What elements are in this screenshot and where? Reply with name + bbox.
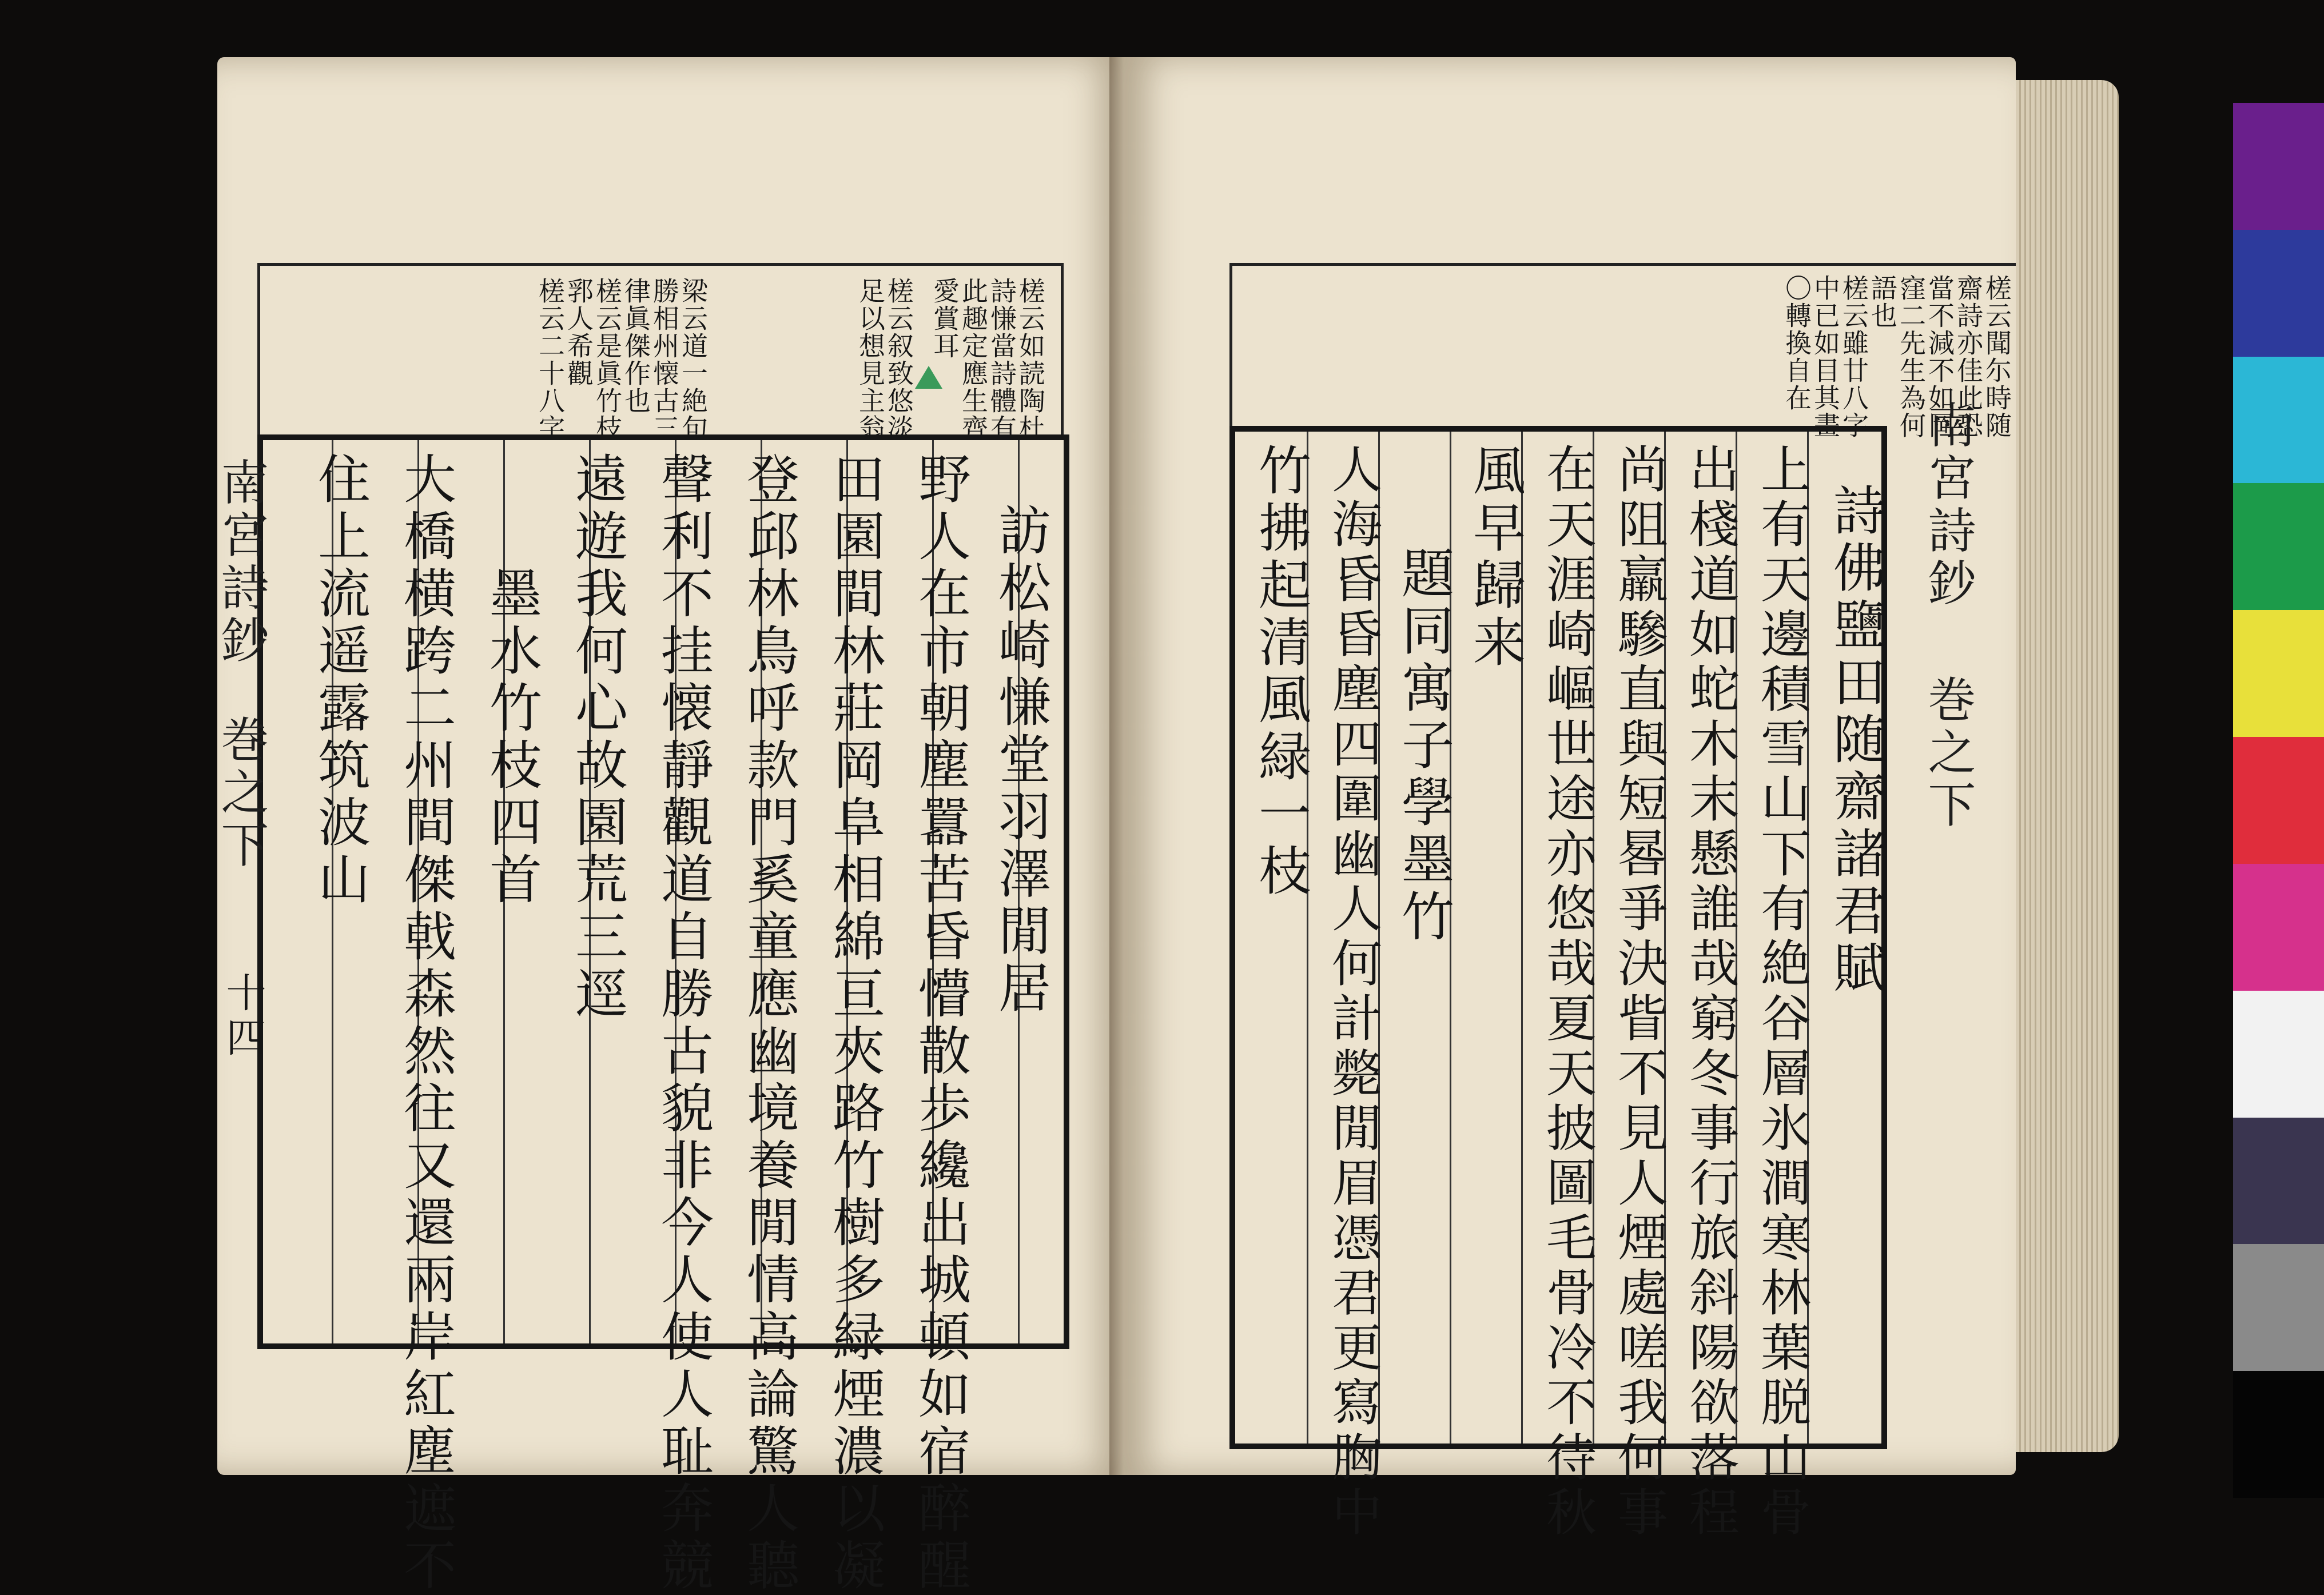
poem-title: 墨水竹枝四首 (481, 566, 542, 909)
color-patch (2233, 103, 2324, 230)
green-triangle-mark (915, 366, 942, 389)
note: 〇轉換自在 (1781, 274, 1812, 412)
color-patch (2233, 357, 2324, 484)
text-column: 出棧道如蛇木末懸誰哉窮冬事行旅斜陽欲落程 (1681, 443, 1740, 1541)
note: 此趣定應生齊 (958, 277, 989, 442)
text-column: 風早歸来 (1465, 443, 1526, 672)
note: 愛賞耳 (929, 277, 960, 360)
page-edges (2016, 80, 2119, 1452)
text-column: 住上流遥露筑波山 (309, 452, 371, 909)
right-header-notes (1229, 263, 2024, 439)
note: 槎云聞尓時随 (1981, 274, 2012, 439)
text-column: 遠遊我何心故園荒三逕 (567, 452, 628, 1023)
margin-volume: 巻之下 (213, 715, 269, 872)
color-calibration-card (2233, 103, 2324, 1498)
note: 語也 (1867, 274, 1898, 329)
color-patch (2233, 737, 2324, 864)
text-column: 聲利不挂懐靜觀道自勝古貌非今人使人耻奔競 (652, 452, 714, 1595)
text-column: 田園間林莊岡阜相綿亘夾路竹樹多緑煙濃以凝 (824, 452, 885, 1595)
note: 窪二先生為何 (1896, 274, 1927, 439)
note: 郛人希觀 (563, 277, 594, 387)
text-column: 人海昏昏塵四圍幽人何計斃閒眉憑君更寫胸中 (1324, 443, 1383, 1541)
text-column: 大橋横跨二州間傑戟森然往又還兩岸紅塵遮不 (395, 452, 456, 1595)
color-patch (2233, 483, 2324, 610)
note: 槎云雖廿八字 (1838, 274, 1869, 439)
text-column: 野人在市朝塵囂苦昏懵散歩纔出城頓如宿醉醒 (910, 452, 971, 1595)
right-page (1124, 57, 2016, 1541)
note: 詩慊當詩體有 (986, 277, 1017, 442)
open-book (213, 57, 2224, 1595)
note: 槎云如読陶杜 (1015, 277, 1046, 442)
note: 足以想見主翁 (855, 277, 886, 442)
poem-title: 題同寓子學墨竹 (1393, 546, 1454, 946)
color-patch (2233, 991, 2324, 1118)
color-patch (2233, 1118, 2324, 1245)
note: 槎云二十八字 (535, 277, 566, 442)
color-patch (2233, 230, 2324, 357)
text-column: 在天涯崎嶇世途亦悠哉夏天披圖毛骨冷不待秋 (1538, 443, 1597, 1541)
note: 律眞傑作也 (620, 277, 651, 414)
note: 當不減不如岡 (1924, 274, 1955, 439)
text-column: 尚阻羸驂直與短晷爭決眥不見人煙處嗟我何事 (1610, 443, 1669, 1541)
page-number: 十四 (220, 972, 266, 1061)
text-column: 登邱林鳥呼款門奚童應幽境養閒情高論驚人聽 (738, 452, 799, 1595)
note: 槎云叙致悠淡 (884, 277, 914, 442)
left-text-frame (257, 434, 1069, 1595)
note: 勝相州懐古三 (649, 277, 680, 442)
note: 梁云道一絶句 (678, 277, 709, 442)
note: 中已如目其畫 (1810, 274, 1841, 439)
right-text-frame (1229, 426, 1887, 1541)
text-column: 竹拂起清風緑一枝 (1250, 443, 1311, 900)
color-patch (2233, 610, 2324, 737)
color-patch (2233, 1244, 2324, 1371)
note: 槎云是眞竹枝 (592, 277, 623, 442)
left-page (213, 57, 1124, 1595)
margin-volume: 巻之下 (1920, 675, 1976, 832)
margin-title: 南宮詩鈔 (213, 457, 269, 668)
color-patch (2233, 864, 2324, 991)
poem-title: 詩佛鹽田随齋諸君賦 (1825, 483, 1886, 998)
text-column: 上有天邊積雪山下有絶谷層氷澗寒林葉脱山骨 (1753, 443, 1812, 1541)
margin-title: 南宮詩鈔 (1920, 400, 1976, 611)
left-header-notes (257, 263, 1064, 442)
note: 齋詩亦佳此恐 (1953, 274, 1984, 439)
color-patch (2233, 1371, 2324, 1498)
poem-title: 訪松崎慊堂羽澤閒居 (990, 503, 1051, 1018)
